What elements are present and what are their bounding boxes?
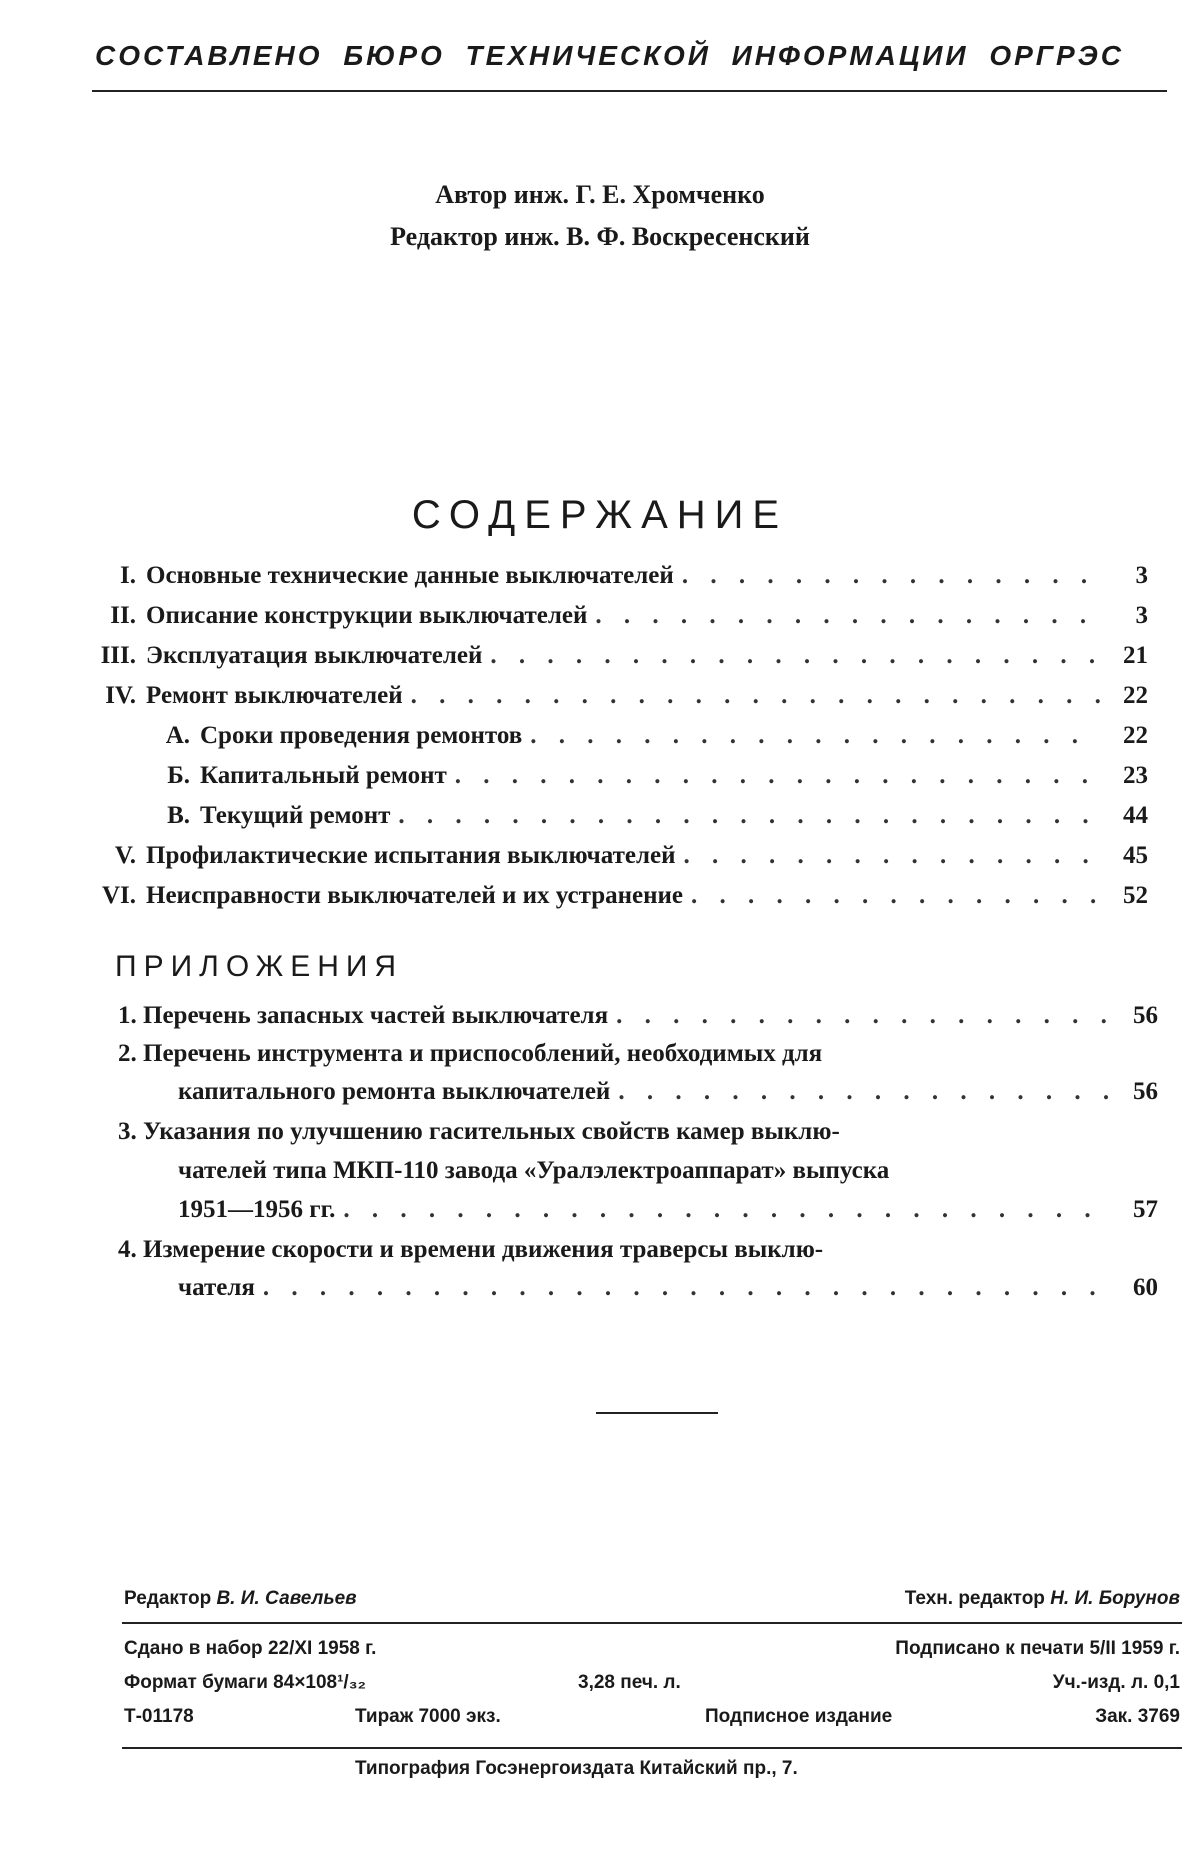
section-divider [596,1412,718,1414]
toc-label: Описание конструкции выключателей [146,602,588,629]
imprint-print-run: Тираж 7000 экз. [355,1706,501,1727]
appendix-page: 60 [1133,1274,1158,1301]
toc-label: Неисправности выключателей и их устранение [146,882,684,909]
toc-label: Ремонт выключателей [146,682,403,709]
toc-page: 3 [1135,562,1148,589]
toc-leader [530,722,1100,750]
page-header: СОСТАВЛЕНО БЮРО ТЕХНИЧЕСКОЙ ИНФОРМАЦИИ ОРГРЭС [95,40,1124,71]
toc-label: Эксплуатация выключателей [146,642,483,669]
toc-leader [682,562,1100,590]
toc-label: Основные технические данные выключателей [146,562,674,589]
appendix-label: капитального ремонта выключателей [178,1078,611,1105]
appendix-entry-2-line1: 2. Перечень инструмента и приспособлений, необходимых для [118,1040,823,1067]
imprint-tech-editor-name: Н. И. Борунов [1050,1588,1180,1609]
imprint-tech-editor [905,1588,1180,1610]
toc-page: 22 [1123,722,1148,749]
toc-subentry [162,802,1148,838]
toc-page: 21 [1123,642,1148,669]
toc-leader [398,802,1100,830]
imprint-sheets: 3,28 печ. л. [578,1672,681,1693]
toc-page: 45 [1123,842,1148,869]
toc-number: В. [167,802,190,829]
toc-leader [411,682,1100,710]
appendix-entry-4-line2 [178,1274,1158,1302]
imprint-submitted: Сдано в набор 22/XI 1958 г. [124,1638,377,1659]
toc-leader [691,882,1100,910]
imprint-rule-bottom [122,1747,1182,1749]
toc-number: Б. [167,762,190,789]
appendix-leader [618,1078,1110,1106]
appendix-page: 57 [1133,1196,1158,1223]
toc-leader [455,762,1100,790]
toc-page: 3 [1135,602,1148,629]
imprint-tech-editor-label: Техн. редактор [904,1588,1045,1609]
toc-page: 52 [1123,882,1148,909]
toc-number: IV. [105,682,136,709]
toc-entry [80,602,1148,638]
appendix-page: 56 [1133,1078,1158,1105]
author-credit: Автор инж. Г. Е. Хромченко [435,180,765,209]
imprint-editor-label: Редактор [124,1588,212,1609]
toc-leader [490,642,1100,670]
appendix-entry-1 [118,1002,1158,1030]
imprint-subscription: Подписное издание [705,1706,893,1727]
appendix-label: 1. Перечень запасных частей выключателя [118,1002,609,1029]
imprint-editor-name: В. И. Савельев [216,1588,357,1609]
toc-label: Сроки проведения ремонтов [200,722,523,749]
appendix-page: 56 [1133,1002,1158,1029]
appendix-entry-2-line2 [178,1078,1158,1106]
imprint-editor [124,1588,357,1610]
imprint-order: Зак. 3769 [1095,1706,1180,1727]
toc-entry [80,642,1148,678]
toc-leader [683,842,1100,870]
toc-entry [80,842,1148,878]
appendix-entry-3-line3 [178,1196,1158,1224]
appendix-leader [343,1196,1110,1224]
imprint-rule [122,1622,1182,1624]
toc-number: V. [114,842,136,869]
toc-entry [80,562,1148,598]
toc-page: 23 [1123,762,1148,789]
toc-subentry [162,762,1148,798]
toc-label: Профилактические испытания выключателей [146,842,676,869]
toc-number: III. [100,642,136,669]
appendix-entry-4-line1: 4. Измерение скорости и времени движения траверсы выклю- [118,1236,824,1263]
contents-title: СОДЕРЖАНИЕ [411,493,789,537]
toc-page: 44 [1123,802,1148,829]
appendix-label: чателя [178,1274,255,1301]
header-rule [92,90,1167,92]
imprint-format: Формат бумаги 84×108¹/₃₂ [124,1672,366,1693]
imprint-printer: Типография Госэнергоиздата Китайский пр., 7. [355,1758,798,1779]
imprint-edition-sheets: Уч.-изд. л. 0,1 [1052,1672,1180,1693]
imprint-code: Т-01178 [124,1706,194,1727]
appendix-label: 1951—1956 гг. [178,1196,336,1223]
appendix-title: ПРИЛОЖЕНИЯ [115,950,404,983]
toc-page: 22 [1123,682,1148,709]
toc-entry [80,882,1148,918]
toc-entry [80,682,1148,718]
editor-credit: Редактор инж. В. Ф. Воскресенский [390,222,810,251]
appendix-leader [263,1274,1110,1302]
appendix-entry-3-line2: чателей типа МКП-110 завода «Уралэлектроаппарат» выпуска [178,1157,890,1184]
appendix-entry-3-line1: 3. Указания по улучшению гасительных свойств камер выклю- [118,1118,840,1145]
toc-number: II. [110,602,136,629]
toc-leader [595,602,1100,630]
toc-number: I. [120,562,136,589]
toc-label: Капитальный ремонт [200,762,447,789]
toc-label: Текущий ремонт [200,802,391,829]
imprint-signed: Подписано к печати 5/II 1959 г. [895,1638,1180,1659]
appendix-leader [616,1002,1110,1030]
toc-number: VI. [101,882,136,909]
toc-number: А. [165,722,190,749]
toc-subentry [162,722,1148,758]
